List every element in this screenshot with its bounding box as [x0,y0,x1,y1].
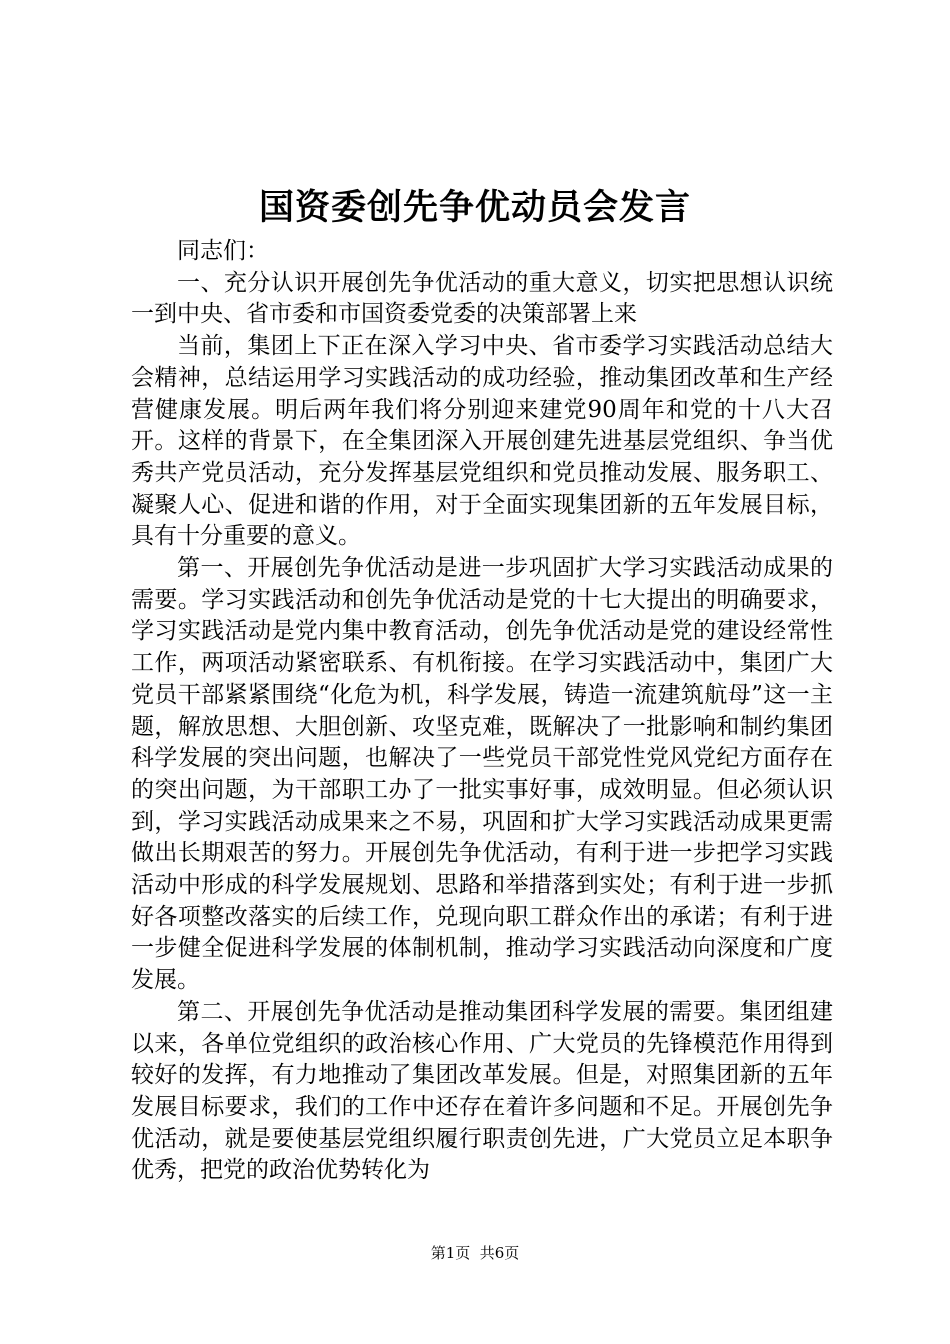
document-title: 国资委创先争优动员会发言 [258,187,691,228]
body-paragraph: 当前，集团上下正在深入学习中央、省市委学习实践活动总结大会精神，总结运用学习实践活动的成功经验，推动集团改革和生产经营健康发展。明后两年我们将分别迎来建党90周年和党的十八大召开。这样的背景下，在全集团深入开展创建先进基层党组织、争当优秀共产党员活动，充分发挥基层党组织和党员推动发展、服务职工、凝聚人心、促进和谐的作用，对于全面实现集团新的五年发展目标，具有十分重要的意义。 [131,333,833,550]
body-paragraph: 第二、开展创先争优活动是推动集团科学发展的需要。集团组建以来，各单位党组织的政治核心作用、广大党员的先锋模范作用得到较好的发挥，有力地推动了集团改革发展。但是，对照集团新的五年发展目标要求，我们的工作中还存在着许多问题和不足。开展创先争优活动，就是要使基层党组织履行职责创先进，广大党员立足本职争优秀，把党的政治优势转化为 [131,998,833,1184]
document-body [131,236,833,1187]
body-paragraph: 第一、开展创先争优活动是进一步巩固扩大学习实践活动成果的需要。学习实践活动和创先争优活动是党的十七大提出的明确要求，学习实践活动是党内集中教育活动，创先争优活动是党的建设经常性工作，两项活动紧密联系、有机衔接。在学习实践活动中，集团广大党员干部紧紧围绕“化危为机，科学发展，铸造一流建筑航母”这一主题，解放思想、大胆创新、攻坚克难，既解决了一批影响和制约集团科学发展的突出问题，也解决了一些党员干部党性党风党纪方面存在的突出问题，为干部职工办了一批实事好事，成效明显。但必须认识到，学习实践活动成果来之不易，巩固和扩大学习实践活动成果更需做出长期艰苦的努力。开展创先争优活动，有利于进一步把学习实践活动中形成的科学发展规划、思路和举措落到实处；有利于进一步抓好各项整改落实的后续工作，兑现向职工群众作出的承诺；有利于进一步健全促进科学发展的体制机制，推动学习实践活动向深度和广度发展。 [131,555,833,994]
salutation-paragraph: 同志们： [177,238,269,264]
section-heading-paragraph: 一、充分认识开展创先争优活动的重大意义，切实把思想认识统一到中央、省市委和市国资委党委的决策部署上来 [131,269,833,328]
page-number-footer: 第1页 共6页 [430,1244,520,1262]
